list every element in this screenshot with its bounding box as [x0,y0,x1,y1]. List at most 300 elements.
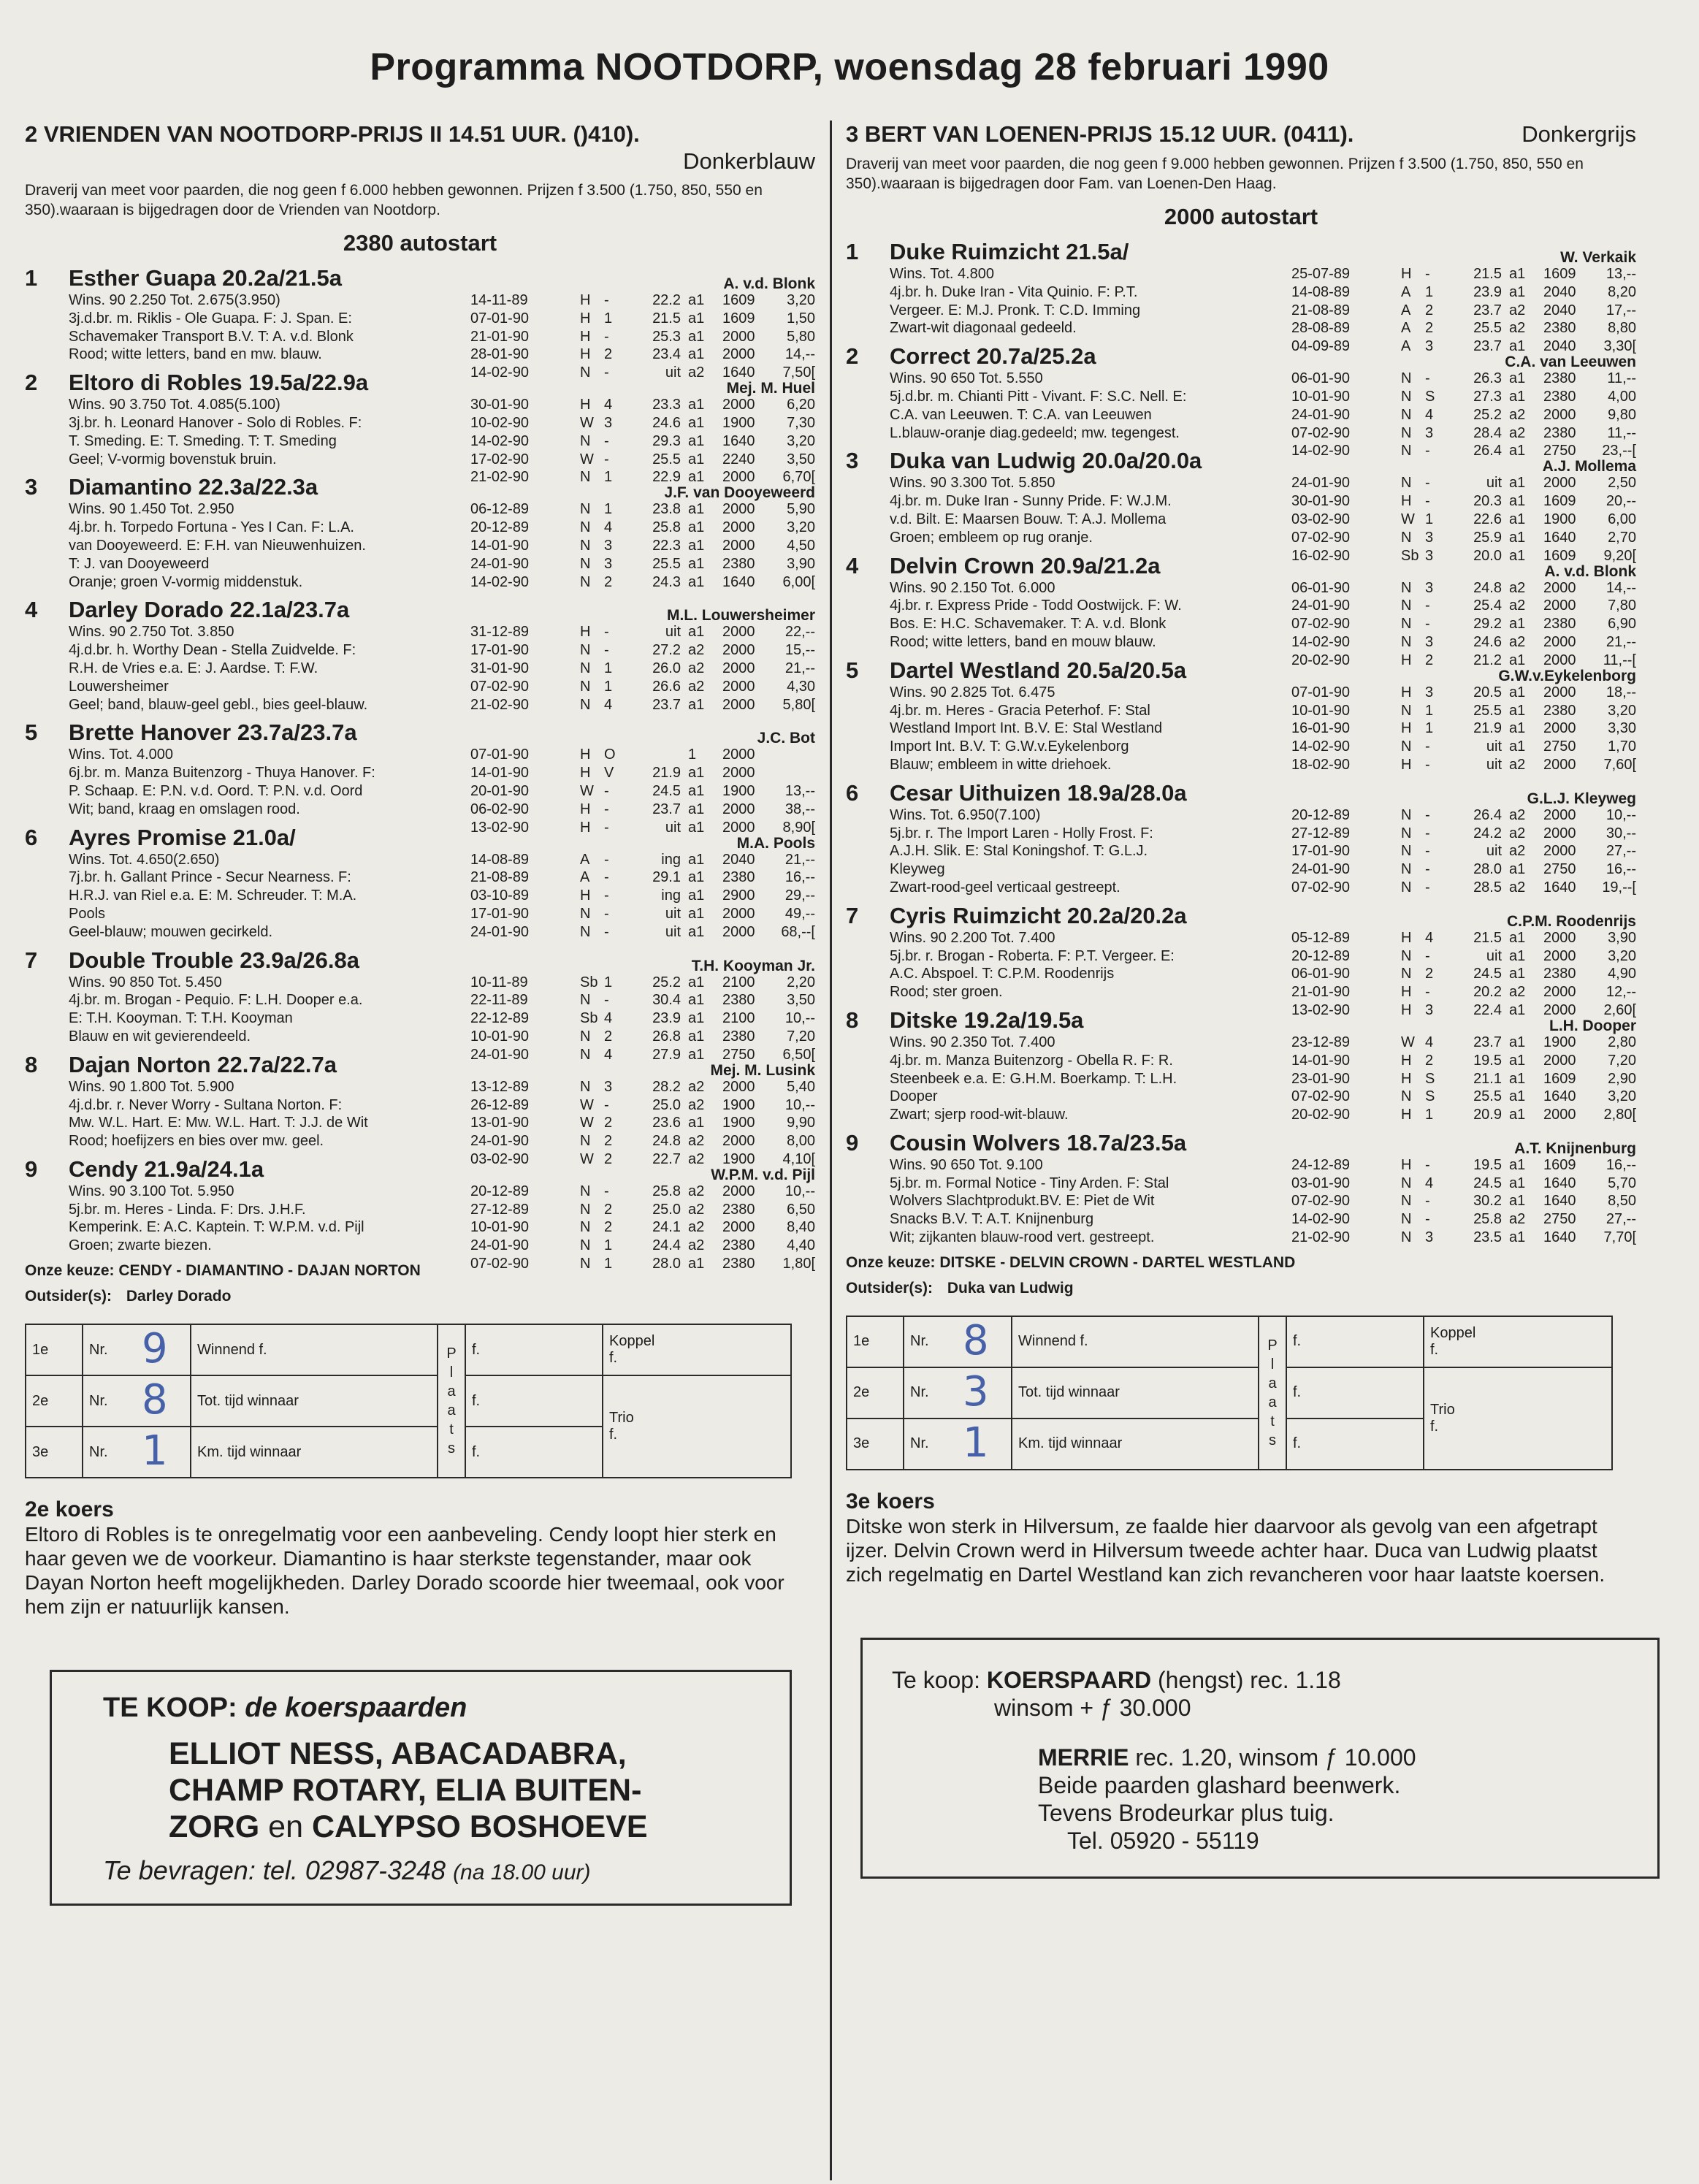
result-date: 20-02-90 [1291,1107,1351,1123]
ad-line: Tevens Brodeurkar plus tuig. [1038,1799,1335,1826]
horse-info [890,265,1313,337]
result-track: N [1401,806,1412,823]
result-class: a1 [1509,966,1526,982]
result-row [470,345,815,364]
result-distance: 1640 [1543,1088,1576,1105]
horse-info-line: Wins. Tot. 6.950(7.100) [890,806,1041,823]
result-place: 2 [604,1219,613,1236]
result-time: 23.4 [652,346,681,363]
result-distance: 1900 [722,1115,755,1131]
horse-body [846,929,1636,1018]
result-time: 21.5 [1473,929,1502,946]
result-class: a1 [688,851,705,868]
result-place: 3 [1425,529,1434,546]
result-odds: 3,20 [1608,947,1636,964]
ad-horses [169,1736,760,1845]
result-distance: 1609 [1543,493,1576,510]
ad-and: en [268,1809,304,1845]
horse-number: 7 [25,947,38,973]
horse-name: Correct 20.7a/25.2a [890,343,1096,370]
ad-winsom: winsom + ƒ 30.000 [994,1694,1191,1721]
horse-entry [25,1050,815,1167]
grid-position: 2e [26,1375,83,1427]
result-track: H [580,346,591,363]
result-distance: 2000 [722,346,755,363]
race-color: Donkerblauw [683,148,815,174]
horse-info-line: Wins. 90 2.150 Tot. 6.000 [890,579,1055,596]
result-row [1291,719,1636,738]
result-row [470,764,815,782]
result-class: a1 [688,1115,705,1131]
commentary [846,1489,1636,1587]
result-odds: 5,80 [787,328,815,345]
result-distance: 1640 [1543,879,1576,896]
result-track: N [580,1183,591,1199]
result-date: 03-10-89 [470,887,530,904]
result-place: 1 [1425,511,1434,527]
result-track: N [1401,424,1412,441]
horse-body [25,851,815,942]
result-track: N [580,432,591,449]
result-place: 2 [604,346,613,363]
result-grid [25,1324,815,1478]
result-class: a2 [1509,984,1526,1001]
result-odds: 11,--[ [1603,652,1636,668]
result-place: 2 [604,1115,613,1131]
result-time: uit [665,624,681,641]
horse-header [846,779,1636,806]
result-row [470,801,815,819]
horse-info-line: v.d. Bilt. E: Maarsen Bouw. T: A.J. Mollema [890,511,1167,527]
result-date: 20-12-89 [470,519,530,536]
horse-trainer: L.H. Dooper [1549,1017,1636,1034]
grid-position: 1e [26,1324,83,1375]
result-class: a1 [688,1256,705,1272]
horse-info-line: Blauw; embleem in witte driehoek. [890,756,1112,773]
horse-number: 9 [25,1156,38,1182]
horse-info-line: A.C. Abspoel. T: C.P.M. Roodenrijs [890,966,1115,982]
result-time: 21.9 [1473,720,1502,737]
result-date: 05-12-89 [1291,929,1351,946]
result-date: 07-02-90 [1291,879,1351,896]
result-class: a1 [688,974,705,990]
horse-name: Dajan Norton 22.7a/22.7a [69,1051,337,1077]
result-time: uit [665,905,681,922]
outsider-value: Duka van Ludwig [947,1279,1074,1297]
horse-info-line: 5j.br. r. Brogan - Roberta. F: P.T. Vergeer. E: [890,947,1175,964]
result-distance: 2000 [722,537,755,554]
result-track: N [1401,879,1412,896]
result-time: uit [665,923,681,940]
result-odds: 68,--[ [781,923,815,940]
horse-number: 1 [25,265,38,291]
horse-info-line: Steenbeek e.a. E: G.H.M. Boerkamp. T: L.H. [890,1070,1177,1087]
result-row [1291,929,1636,947]
result-distance: 2000 [1543,633,1576,650]
result-distance: 2000 [1543,947,1576,964]
result-place: - [1425,861,1430,878]
horse-trainer: W. Verkaik [1560,249,1636,266]
horse-trainer: M.L. Louwersheimer [666,607,815,625]
result-row [1291,424,1636,443]
horse-info-line: Wins. 90 2.200 Tot. 7.400 [890,929,1055,946]
result-date: 21-08-89 [1291,302,1351,318]
result-track: W [580,1115,594,1131]
result-distance: 2380 [1543,370,1576,387]
horse-number: 5 [25,719,38,746]
horse-trainer: A.J. Mollema [1542,458,1636,476]
result-distance: 1900 [1543,511,1576,527]
result-track: N [1401,633,1412,650]
horse-entry [25,473,815,591]
result-track: N [580,992,591,1009]
grid-trio [603,1375,791,1478]
result-date: 24-01-90 [1291,406,1351,423]
result-date: 14-08-89 [1291,283,1351,300]
horse-number: 3 [846,448,859,474]
result-time: 24.6 [1473,633,1502,650]
race-title-text: 3 BERT VAN LOENEN-PRIJS 15.12 UUR. (0411). [846,121,1354,147]
outsider-label: Outsider(s): [846,1279,934,1297]
horse-info-line: Zwart; sjerp rood-wit-blauw. [890,1107,1069,1123]
result-date: 24-01-90 [470,555,530,572]
result-odds: 3,90 [1608,929,1636,946]
result-distance: 1609 [1543,547,1576,564]
result-odds: 9,20[ [1603,547,1636,564]
result-track: N [1401,529,1412,546]
result-date: 13-12-89 [470,1078,530,1095]
grid-nr-label: Nr. [910,1435,929,1452]
result-distance: 2000 [722,765,755,782]
horse-trainer: J.F. van Dooyeweerd [664,484,815,502]
horse-trainer: Mej. M. Lusink [710,1061,815,1079]
result-time: uit [665,819,681,836]
result-date: 07-02-90 [1291,616,1351,633]
horse-info [69,623,492,714]
result-row [470,1078,815,1096]
result-odds: 11,-- [1607,370,1636,387]
horse-name: Cyris Ruimzicht 20.2a/20.2a [890,902,1187,928]
result-row [1291,1070,1636,1088]
result-class: a2 [1509,406,1526,423]
result-row [1291,860,1636,879]
result-class: a1 [1509,738,1526,755]
horse-header [846,446,1636,474]
result-odds: 19,--[ [1602,879,1636,896]
result-grid-table [846,1316,1613,1470]
horse-name: Brette Hanover 23.7a/23.7a [69,719,357,746]
result-track: H [1401,1156,1412,1173]
result-odds: 3,90 [787,555,815,572]
result-date: 03-02-90 [470,1150,530,1167]
result-odds: 8,50 [1608,1193,1636,1210]
result-place: - [1425,1156,1430,1173]
grid-f-sub: f. [609,1350,618,1367]
result-place: 2 [604,1150,613,1167]
result-row [1291,983,1636,1001]
result-class: a2 [1509,806,1526,823]
result-row [470,555,815,573]
result-time: 24.5 [1473,966,1502,982]
result-odds: 18,-- [1606,684,1636,700]
result-class: a1 [1509,475,1526,492]
result-distance: 2380 [722,1028,755,1045]
result-row [1291,265,1636,283]
result-time: 30.4 [652,992,681,1009]
result-grid [846,1316,1636,1470]
result-time: 25.8 [1473,1211,1502,1228]
grid-position: 3e [847,1419,904,1470]
horse-info-line: 4j.br. m. Duke Iran - Sunny Pride. F: W.J.M. [890,493,1172,510]
result-row [1291,1229,1636,1247]
grid-f-sub: f. [609,1427,618,1443]
result-odds: 9,90 [787,1115,815,1131]
horse-number: 9 [846,1129,859,1156]
result-place: - [1425,756,1430,773]
result-distance: 2380 [1543,320,1576,337]
result-distance: 1609 [1543,1070,1576,1087]
horse-info-line: Wins. 90 650 Tot. 9.100 [890,1156,1043,1173]
result-date: 21-08-89 [470,869,530,886]
result-date: 21-01-90 [470,328,530,345]
result-odds: 8,40 [787,1219,815,1236]
result-time: 23.7 [1473,302,1502,318]
result-time: 23.6 [652,1115,681,1131]
horse-number: 4 [846,552,859,579]
result-time: 22.4 [1473,1001,1502,1018]
horse-info-line: L.blauw-oranje diag.gedeeld; mw. tegengest. [890,424,1180,441]
result-date: 20-12-89 [1291,947,1351,964]
result-place: 4 [604,1046,613,1063]
horse-results [470,500,815,591]
grid-f: f. [1286,1316,1424,1367]
result-time: 25.5 [1473,320,1502,337]
outsiders [846,1278,1636,1298]
result-class: a1 [1509,720,1526,737]
result-row [1291,756,1636,774]
result-track: W [580,1150,594,1167]
horse-body [846,1156,1636,1247]
horse-info-line: Wit; zijkanten blauw-rood vert. gestreept. [890,1229,1155,1246]
race-color: Donkergrijs [1522,121,1636,147]
result-distance: 2750 [722,1046,755,1063]
result-time: 29.3 [652,432,681,449]
result-odds: 4,40 [787,1237,815,1254]
ad-hours: (na 18.00 uur) [453,1860,591,1885]
result-row [470,451,815,469]
result-distance: 2000 [1543,929,1576,946]
horse-number: 2 [846,343,859,370]
result-track: N [580,573,591,590]
horse-entry [846,446,1636,564]
result-place: - [1425,825,1430,841]
horse-info-line: Rood; witte letters, band en mouw blauw. [890,633,1156,650]
result-date: 21-01-90 [1291,984,1351,1001]
result-time: 21.2 [1473,652,1502,668]
result-odds: 21,-- [1606,633,1636,650]
result-date: 24-01-90 [1291,597,1351,614]
result-track: N [1401,1088,1412,1105]
horse-trainer: T.H. Kooyman Jr. [691,957,815,974]
horse-info-line: Zwart-wit diagonaal gedeeld. [890,320,1077,337]
result-distance: 2380 [722,992,755,1009]
result-row [470,1218,815,1237]
horse-header [25,1050,815,1078]
horse-info [890,474,1313,546]
grid-position: 2e [847,1367,904,1419]
result-odds: 49,-- [784,905,815,922]
result-track: H [580,765,591,782]
horse-info-line: 4j.br. h. Duke Iran - Vita Quinio. F: P.T. [890,283,1138,300]
result-time: 24.3 [652,573,681,590]
result-odds: 15,-- [784,642,815,659]
result-place: 1 [604,1237,613,1254]
result-time: 23.9 [652,1010,681,1027]
result-class: a2 [1509,320,1526,337]
result-odds: 30,-- [1606,825,1636,841]
result-class: a1 [1509,388,1526,405]
horse-number: 2 [25,370,38,396]
result-row [470,500,815,519]
result-track: Sb [1401,547,1419,564]
result-date: 23-12-89 [1291,1034,1351,1050]
result-distance: 2000 [722,469,755,486]
result-place: 2 [1425,302,1434,318]
grid-trio-label: Trio [609,1410,634,1427]
result-class: a1 [1509,947,1526,964]
result-class: a1 [688,819,705,836]
result-place: - [1425,475,1430,492]
result-class: a1 [1509,1070,1526,1087]
horse-info-line: Rood; ster groen. [890,984,1003,1001]
result-time: 21.1 [1473,1070,1502,1087]
result-class: a2 [1509,843,1526,860]
horse-header [846,237,1636,265]
result-odds: 9,80 [1608,406,1636,423]
result-odds: 5,40 [787,1078,815,1095]
result-date: 03-02-90 [1291,511,1351,527]
result-odds: 10,-- [784,1096,815,1113]
result-track: H [1401,1052,1412,1069]
result-date: 07-01-90 [470,310,530,327]
race-title [846,121,1636,148]
result-class: a1 [688,537,705,554]
horse-info-line: 4j.d.br. r. Never Worry - Sultana Norton. F: [69,1096,343,1113]
result-track: N [580,696,591,713]
result-place: 4 [604,397,613,413]
grid-label: Winnend f. [1012,1316,1259,1367]
result-odds: 38,-- [784,801,815,817]
result-row [1291,1192,1636,1210]
result-odds: 4,00 [1608,388,1636,405]
result-class: a1 [688,887,705,904]
result-time: 26.0 [652,660,681,676]
ad-phone: Te bevragen: tel. 02987-3248 [103,1855,446,1886]
result-track: N [1401,1175,1412,1191]
result-distance: 2000 [722,1183,755,1199]
result-grid-row [847,1316,1612,1367]
ad-subject: de koerspaarden [245,1692,467,1724]
result-row [1291,511,1636,529]
result-track: N [580,501,591,518]
result-time: uit [1486,475,1502,492]
grid-number-cell [83,1427,191,1478]
result-date: 21-02-90 [1291,1229,1351,1246]
result-odds: 10,-- [1606,806,1636,823]
result-track: H [1401,720,1412,737]
horse-info-line: Wins. Tot. 4.000 [69,747,174,763]
result-time: 23.7 [652,696,681,713]
result-class: a1 [688,501,705,518]
horse-name: Diamantino 22.3a/22.3a [69,474,318,500]
result-date: 07-02-90 [1291,424,1351,441]
result-time: 19.5 [1473,1156,1502,1173]
result-distance: 2000 [1543,1001,1576,1018]
result-date: 31-01-90 [470,660,530,676]
result-distance: 2000 [722,905,755,922]
result-row [1291,684,1636,702]
horse-trainer: J.C. Bot [757,730,815,747]
result-time: 23.7 [1473,1034,1502,1050]
result-time: 21.5 [1473,266,1502,282]
result-date: 07-02-90 [1291,1193,1351,1210]
ad-horses-line [169,1809,760,1845]
result-class: a1 [688,555,705,572]
race-column-2 [25,121,815,1906]
result-place: V [604,765,614,782]
result-date: 10-02-90 [470,414,530,431]
result-time: 25.0 [652,1096,681,1113]
result-distance: 2000 [722,642,755,659]
result-distance: 1640 [722,364,755,381]
result-time: uit [1486,756,1502,773]
result-date: 10-01-90 [1291,388,1351,405]
result-date: 06-01-90 [1291,579,1351,596]
result-place: - [1425,984,1430,1001]
result-date: 14-01-90 [1291,1052,1351,1069]
horse-info [69,851,492,942]
result-date: 25-07-89 [1291,266,1351,282]
result-date: 26-12-89 [470,1096,530,1113]
horse-body [25,746,815,836]
choice-value: DITSKE - DELVIN CROWN - DARTEL WESTLAND [939,1253,1296,1271]
result-date: 14-08-89 [470,851,530,868]
result-place: 4 [604,519,613,536]
result-distance: 2000 [722,1133,755,1150]
result-odds: 10,-- [784,1010,815,1027]
result-odds: 8,90[ [782,819,815,836]
result-odds: 7,70[ [1603,1229,1636,1246]
result-place: 2 [1425,1052,1434,1069]
result-place: - [604,1096,609,1113]
result-place: - [1425,443,1430,459]
horse-body [25,500,815,591]
result-row [1291,597,1636,615]
result-time: 25.5 [1473,1088,1502,1105]
result-place: 3 [1425,1001,1434,1018]
result-row [1291,965,1636,983]
horse-header [846,656,1636,684]
result-place: 1 [1425,702,1434,719]
result-odds: 7,20 [1608,1052,1636,1069]
advertisement-right [860,1638,1660,1879]
result-track: H [580,624,591,641]
result-time: 23.9 [1473,283,1502,300]
horse-entry [846,551,1636,668]
result-distance: 2380 [1543,702,1576,719]
result-row [1291,1088,1636,1106]
result-row [470,696,815,714]
